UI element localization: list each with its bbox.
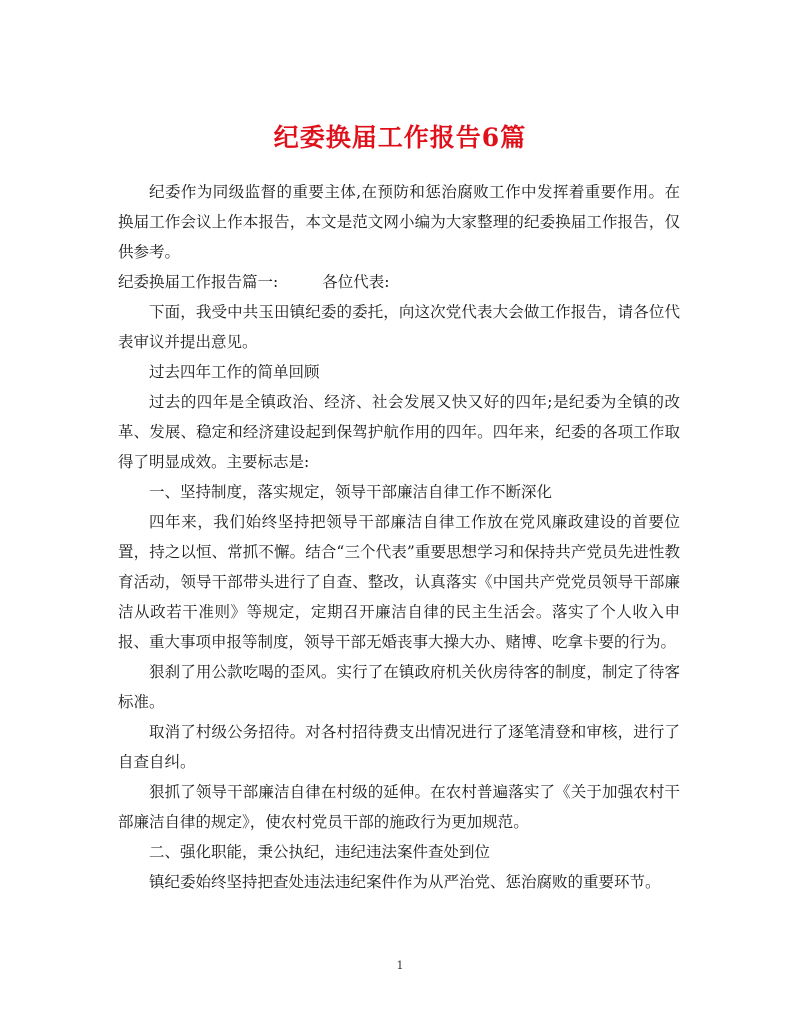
paragraph-review: 过去的四年是全镇政治、经济、社会发展又快又好的四年;是纪委为全镇的改革、发展、稳定和经济建设起到保驾护航作用的四年。四年来，纪委的各项工作取得了明显成效。主要标志是: — [118, 393, 680, 471]
paragraph-village-extension: 狠抓了领导干部廉洁自律在村级的延伸。在农村普遍落实了《关于加强农村干部廉洁自律的规定》，使农村党员干部的施政行为更加规范。 — [118, 783, 680, 831]
section-label: 纪委换届工作报告篇一: — [118, 273, 279, 291]
document-title: 纪委换届工作报告6篇 — [273, 122, 527, 152]
document-body — [118, 177, 680, 897]
subheading-review: 过去四年工作的简单回顾 — [149, 363, 320, 381]
greeting: 各位代表: — [322, 273, 390, 291]
subheading-point-two: 二、强化职能，秉公执纪，违纪违法案件查处到位 — [149, 843, 491, 861]
paragraph-case-handling: 镇纪委始终坚持把查处违法违纪案件作为从严治党、惩治腐败的重要环节。 — [149, 873, 661, 891]
paragraph-self-discipline: 四年来，我们始终坚持把领导干部廉洁自律工作放在党风廉政建设的首要位置，持之以恒、常抓不懈。结合“三个代表”重要思想学习和保持共产党员先进性教育活动，领导干部带头进行了自查、整改，认真落实《中国共产党党员领导干部廉洁从政若干准则》等规定，定期召开廉洁自律的民主生活会。落实了个人收入申报、重大事项申报等制度，领导干部无婚丧事大操大办、赌博、吃拿卡要的行为。 — [118, 513, 680, 651]
subheading-point-one: 一、坚持制度，落实规定，领导干部廉洁自律工作不断深化 — [149, 483, 553, 501]
paragraph-intro: 纪委作为同级监督的重要主体,在预防和惩治腐败工作中发挥着重要作用。在换届工作会议上作本报告，本文是范文网小编为大家整理的纪委换届工作报告，仅供参考。 — [118, 183, 680, 261]
paragraph-village-hospitality: 取消了村级公务招待。对各村招待费支出情况进行了逐笔清登和审核，进行了自查自纠。 — [118, 723, 680, 771]
page-number: 1 — [396, 959, 404, 972]
paragraph-opening: 下面，我受中共玉田镇纪委的委托，向这次党代表大会做工作报告，请各位代表审议并提出意见。 — [118, 303, 680, 351]
paragraph-public-funds: 狠刹了用公款吃喝的歪风。实行了在镇政府机关伙房待客的制度，制定了待客标准。 — [118, 663, 680, 711]
section-heading-line — [118, 267, 680, 297]
